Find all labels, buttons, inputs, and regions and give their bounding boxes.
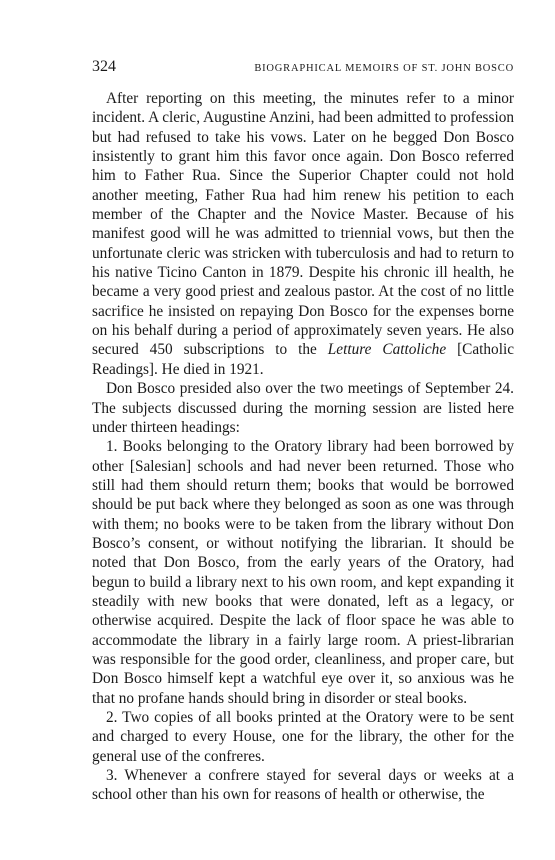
italic-title: Letture Cattoliche (327, 341, 447, 359)
paragraph-text: After reporting on this meeting, the minutes refer to a minor incident. A cleric, Augustine Anzini, had been admitted to profession but had refused to take his vows. Later on he begged Don Bosco insistently to grant him this favor once again. Don Bosco referred him to Father Rua. Since the Superior Chapter could not hold another meeting, Father Rua had him renew his petition to each member of the Chapter and the Novice Master. Because of his manifest good will he was admitted to triennial vows, but then the unfortunate cleric was stricken with tuberculosis and had to return to his native Ticino Canton in 1879. Despite his chronic ill health, he became a very good priest and zealous pastor. At the cost of no little sacrifice he insisted on repaying Don Bosco for the expenses borne on his behalf during a period of approximately seven years. He also secured 450 subscriptions to the (92, 90, 514, 359)
paragraph-anzini (92, 89, 514, 379)
paragraph-item-2: 2. Two copies of all books printed at the Oratory were to be sent and charged to every House, one for the library, the other for the general use of the confreres. (92, 709, 514, 765)
paragraph-item-3: 3. Whenever a confrere stayed for several days or weeks at a school other than his own for reasons of health or otherwise, the (92, 767, 514, 804)
page-header (92, 58, 514, 80)
body-text (92, 89, 514, 805)
paragraph-item-1: 1. Books belonging to the Oratory library had been borrowed by other [Salesian] schools and had never been returned. Those who still had them should return them; books that would be borrowed should be put back where they belonged as soon as one was through with them; no books were to be taken from the library without Don Bosco’s consent, or without notifying the librarian. It should be noted that Don Bosco, from the early years of the Oratory, had begun to build a library next to his own room, and kept expanding it steadily with new books that were donated, left as a legacy, or otherwise acquired. Despite the lack of floor space he was able to accommodate the library in a fairly large room. A priest-librarian was responsible for the good order, cleanliness, and proper care, but Don Bosco himself kept a watchful eye over it, so anxious was he that no profane hands should bring in disorder or steal books. (92, 438, 514, 707)
running-head: BIOGRAPHICAL MEMOIRS OF ST. JOHN BOSCO (254, 63, 514, 74)
page-number: 324 (92, 58, 116, 75)
paragraph-september-meetings: Don Bosco presided also over the two meetings of September 24. The subjects discussed during the morning session are listed here under thirteen headings: (92, 380, 514, 436)
paragraph-text: [Catholic Readings]. He died in 1921. (92, 341, 514, 378)
book-page (92, 58, 514, 805)
